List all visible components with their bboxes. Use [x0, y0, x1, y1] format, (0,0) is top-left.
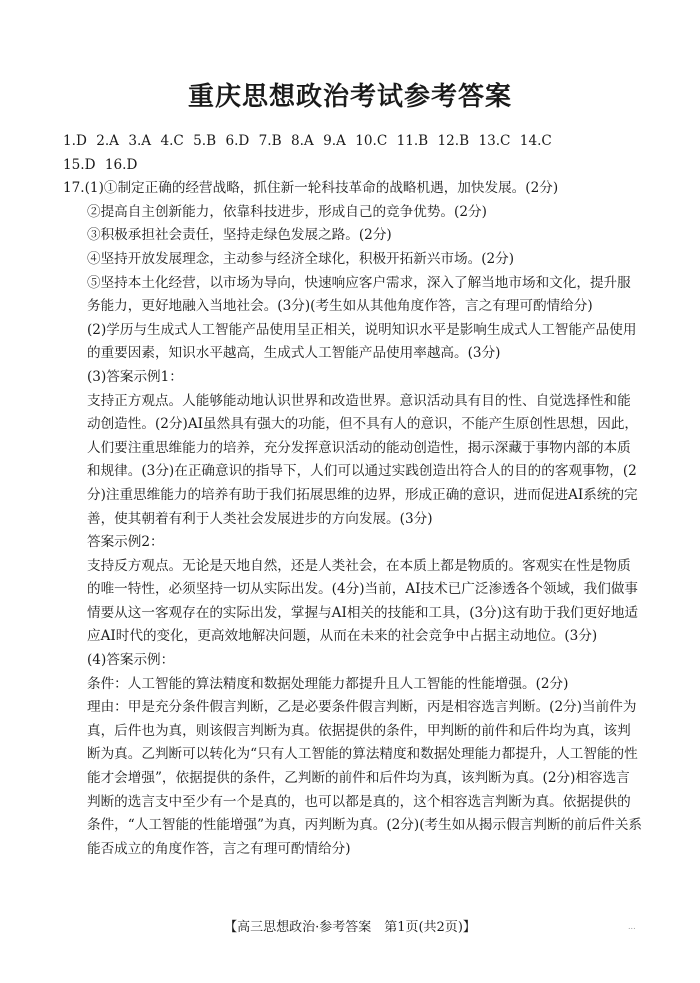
- mc-answer: 8.A: [290, 133, 314, 149]
- q17-part1-point4: ④坚持开放发展理念，主动参与经济全球化，积极开拓新兴市场。(2分): [87, 250, 515, 267]
- mc-answer: 1.D: [63, 133, 87, 149]
- mc-answer: 6.D: [225, 133, 250, 149]
- q17-part4-reason: 理由：甲是充分条件假言判断，乙是必要条件假言判断，丙是相容选言判断。(2分)当前件为真，后件也为真，则该假言判断为真。依据提供的条件，甲判断的前件和后件均为真，该判断为真。乙判断可以转化为“只有人工智能的算法精度和数据处理能力都提升，人工智能的性能才会增强”，依据提供的条件，乙判断的前件和后件均为真，该判断为真。(2分)相容选言判断的选言支中至少有一个是真的，也可以都是真的，这个相容选言判断为真。依据提供的条件，“人工智能的性能增强”为真，丙判断为真。(2分)(考生如从揭示假言判断的前后件关系能否成立的角度作答，言之有理可酌情给分): [87, 699, 643, 857]
- answer-content: [63, 130, 643, 861]
- mc-answer: 10.C: [355, 133, 388, 149]
- q17-part1-point1: 17.(1)①制定正确的经营战略，抓住新一轮科技革命的战略机遇，加快发展。(2分): [63, 180, 559, 197]
- corner-mark: ...: [628, 922, 636, 931]
- mc-answer: 3.A: [128, 133, 152, 149]
- page-title: 重庆思想政治考试参考答案: [187, 82, 512, 112]
- page-footer: 【高三思想政治·参考答案 第1页(共2页)】: [224, 920, 476, 935]
- multiple-choice-row-1: [63, 130, 643, 154]
- mc-answer: 14.C: [519, 133, 552, 149]
- mc-answer: 12.B: [437, 133, 470, 149]
- mc-answer: 4.C: [160, 133, 184, 149]
- q17-part3-example1: 支持正方观点。人能够能动地认识世界和改造世界。意识活动具有目的性、自觉选择性和能动创造性。(2分)AI虽然具有强大的功能，但不具有人的意识，不能产生原创性思想，因此，人们要注重思维能力的培养，充分发挥意识活动的能动创造性，揭示深藏于事物内部的本质和规律。(3分)在正确意识的指导下，人们可以通过实践创造出符合人的目的的客观事物，(2分)注重思维能力的培养有助于我们拓展思维的边界，形成正确的意识，进而促进AI系统的完善，使其朝着有利于人类社会发展进步的方向发展。(3分): [87, 392, 639, 527]
- q17-part4-label: (4)答案示例：: [87, 652, 175, 669]
- mc-answer: 16.D: [104, 156, 138, 173]
- mc-answer: 2.A: [96, 133, 119, 149]
- q17-part4-condition: 条件：人工智能的算法精度和数据处理能力都提升且人工智能的性能增强。(2分): [87, 675, 569, 692]
- q17-part3-label: (3)答案示例1：: [87, 368, 183, 385]
- mc-answer: 5.B: [193, 133, 217, 149]
- multiple-choice-row-2: [63, 154, 643, 178]
- q17-part3-label2: 答案示例2：: [87, 534, 164, 551]
- mc-answer: 7.B: [258, 133, 282, 149]
- mc-answer: 9.A: [323, 133, 346, 149]
- q17-part3-example2: 支持反方观点。无论是天地自然，还是人类社会，在本质上都是物质的。客观实在性是物质的唯一特性，必须坚持一切从实际出发。(4分)当前，AI技术已广泛渗透各个领域，我们做事情要从这一客观存在的实际出发，掌握与AI相关的技能和工具，(3分)这有助于我们更好地适应AI时代的变化，更高效地解决问题，从而在未来的社会竞争中占据主动地位。(3分): [87, 557, 639, 645]
- q17-part2: (2)学历与生成式人工智能产品使用呈正相关，说明知识水平是影响生成式人工智能产品使用的重要因素，知识水平越高，生成式人工智能产品使用率越高。(3分): [87, 321, 637, 362]
- q17-part1-point5: ⑤坚持本土化经营，以市场为导向，快速响应客户需求，深入了解当地市场和文化，提升服务能力，更好地融入当地社会。(3分)(考生如从其他角度作答，言之有理可酌情给分): [87, 274, 631, 315]
- q17-part1-point3: ③积极承担社会责任，坚持走绿色发展之路。(2分): [87, 227, 392, 244]
- mc-answer: 15.D: [63, 156, 96, 173]
- mc-answer: 11.B: [396, 133, 429, 149]
- q17-part1-point2: ②提高自主创新能力，依靠科技进步，形成自己的竞争优势。(2分): [87, 203, 487, 220]
- mc-answer: 13.C: [478, 133, 511, 149]
